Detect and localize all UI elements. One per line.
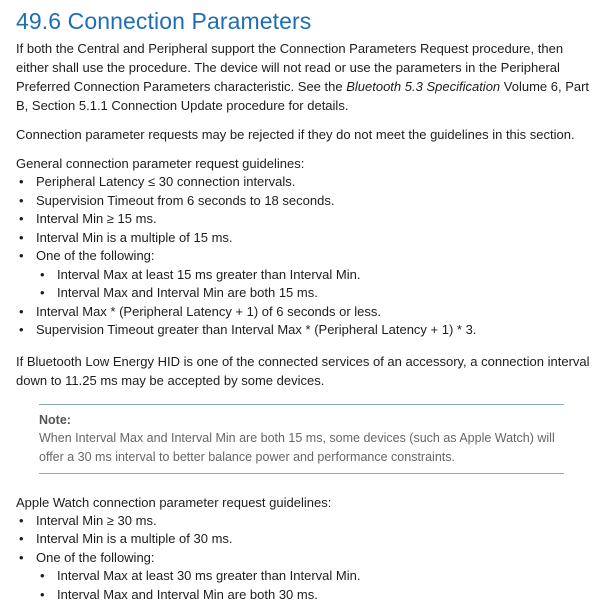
list-item: • Supervision Timeout from 6 seconds to 18 seconds. (16, 192, 591, 211)
sub-list-item: • Interval Max at least 30 ms greater than Interval Min. (16, 567, 591, 586)
watch-guidelines-heading: Apple Watch connection parameter request guidelines: (16, 494, 332, 510)
sub-list-item: • Interval Max at least 15 ms greater than Interval Min. (16, 266, 591, 285)
document-page (16, 0, 591, 604)
note-label: Note: (39, 412, 71, 427)
sub-list-item: • Interval Max and Interval Min are both 15 ms. (16, 284, 591, 303)
intro-text-part2: Volume 6, Part B, Section 5.1.1 Connection Update procedure for details. (16, 79, 590, 113)
intro-text-part1: If both the Central and Peripheral support the Connection Parameters Request procedure, then either shall use the procedure. The device will not read or use the parameters in the Peripheral Preferred Connection Parameters characteristic. See the (16, 41, 564, 94)
list-item: • One of the following: (16, 549, 591, 568)
intro-paragraph (16, 39, 591, 115)
hid-paragraph: If Bluetooth Low Energy HID is one of the connected services of an accessory, a connection interval down to 11.25 ms may be accepted by some devices. (16, 353, 590, 388)
note-callout (39, 404, 564, 474)
list-item: • One of the following: (16, 247, 591, 266)
spec-reference: Bluetooth 5.3 Specification (346, 79, 501, 94)
list-item: • Interval Max * (Peripheral Latency + 1) of 6 seconds or less. (16, 303, 591, 322)
list-item: • Interval Min is a multiple of 30 ms. (16, 530, 591, 549)
list-item: • Interval Min ≥ 30 ms. (16, 512, 591, 531)
watch-guidelines-list (16, 512, 591, 605)
list-item: • Supervision Timeout greater than Interval Max * (Peripheral Latency + 1) * 3. (16, 321, 591, 340)
list-item: • Interval Min is a multiple of 15 ms. (16, 229, 591, 248)
note-text: When Interval Max and Interval Min are both 15 ms, some devices (such as Apple Watch) will offer a 30 ms interval to better balance power and performance constraints. (39, 430, 555, 464)
sub-list-item: • Interval Max and Interval Min are both 30 ms. (16, 586, 591, 605)
section-title: 49.6 Connection Parameters (16, 8, 312, 34)
rejection-paragraph: Connection parameter requests may be rejected if they do not meet the guidelines in this section. (16, 127, 575, 142)
general-guidelines-heading: General connection parameter request guidelines: (16, 156, 305, 171)
list-item: • Interval Min ≥ 15 ms. (16, 210, 591, 229)
general-guidelines-list (16, 173, 591, 340)
list-item: • Peripheral Latency ≤ 30 connection intervals. (16, 173, 591, 192)
